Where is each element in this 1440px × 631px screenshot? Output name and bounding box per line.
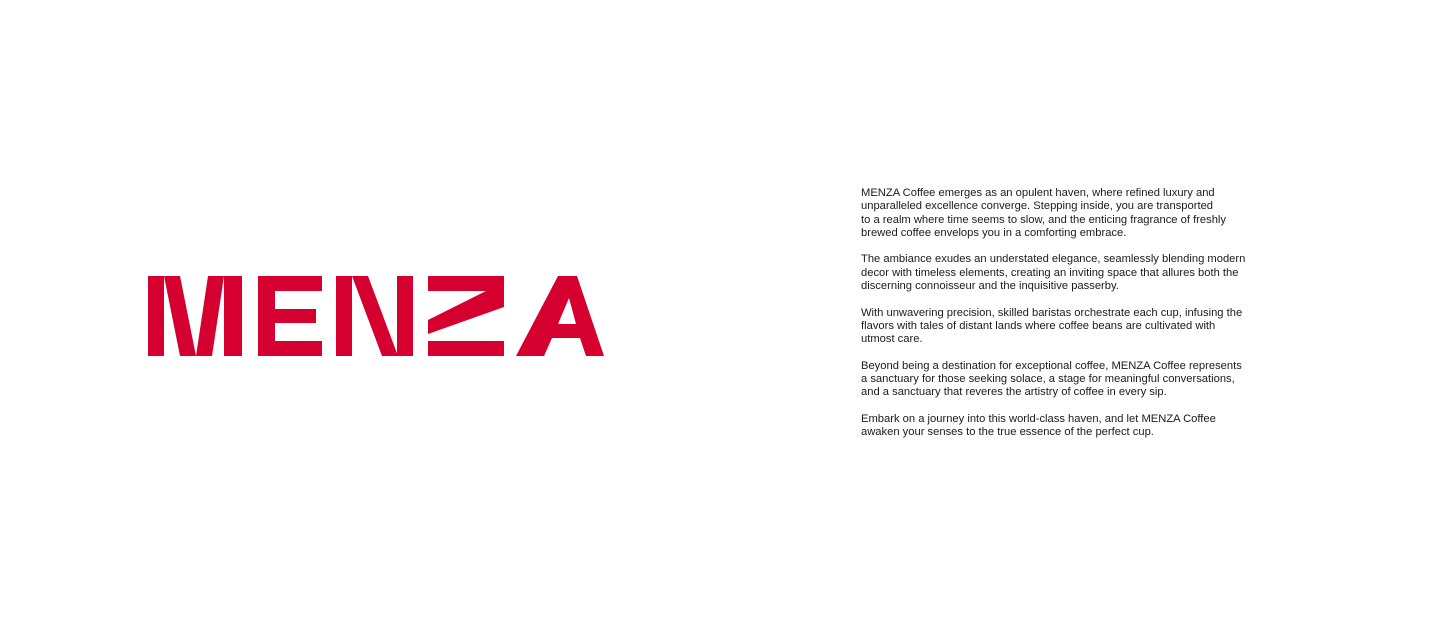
- text-line: The ambiance exudes an understated elegance, seamlessly blending modern: [861, 253, 1246, 266]
- text-line: decor with timeless elements, creating an inviting space that allures both the: [861, 266, 1239, 279]
- text-line: to a realm where time seems to slow, and the enticing fragrance of freshly: [861, 213, 1227, 226]
- text-line: discerning connoisseur and the inquisitive passerby.: [861, 280, 1119, 293]
- menza-logo: [148, 276, 604, 356]
- text-line: a sanctuary for those seeking solace, a stage for meaningful conversations,: [861, 373, 1235, 386]
- text-line: and a sanctuary that reveres the artistry of coffee in every sip.: [861, 386, 1167, 399]
- paragraph-1: [861, 187, 1281, 240]
- text-line: brewed coffee envelops you in a comforting embrace.: [861, 226, 1127, 239]
- brand-description: [861, 187, 1281, 440]
- menza-wordmark: [148, 276, 604, 356]
- text-line: MENZA Coffee emerges as an opulent haven, where refined luxury and: [861, 187, 1215, 199]
- paragraph-4: [861, 360, 1281, 400]
- paragraph-5: [861, 413, 1281, 440]
- text-line: flavors with tales of distant lands where coffee beans are cultivated with: [861, 319, 1216, 332]
- text-line: awaken your senses to the true essence of the perfect cup.: [861, 426, 1154, 439]
- text-line: Beyond being a destination for exceptional coffee, MENZA Coffee represents: [861, 359, 1242, 372]
- text-line: unparalleled excellence converge. Stepping inside, you are transported: [861, 200, 1214, 213]
- text-line: Embark on a journey into this world-class haven, and let MENZA Coffee: [861, 413, 1216, 426]
- text-line: utmost care.: [861, 333, 923, 346]
- text-line: With unwavering precision, skilled baristas orchestrate each cup, infusing the: [861, 306, 1243, 319]
- paragraph-3: [861, 307, 1281, 347]
- paragraph-2: [861, 253, 1281, 293]
